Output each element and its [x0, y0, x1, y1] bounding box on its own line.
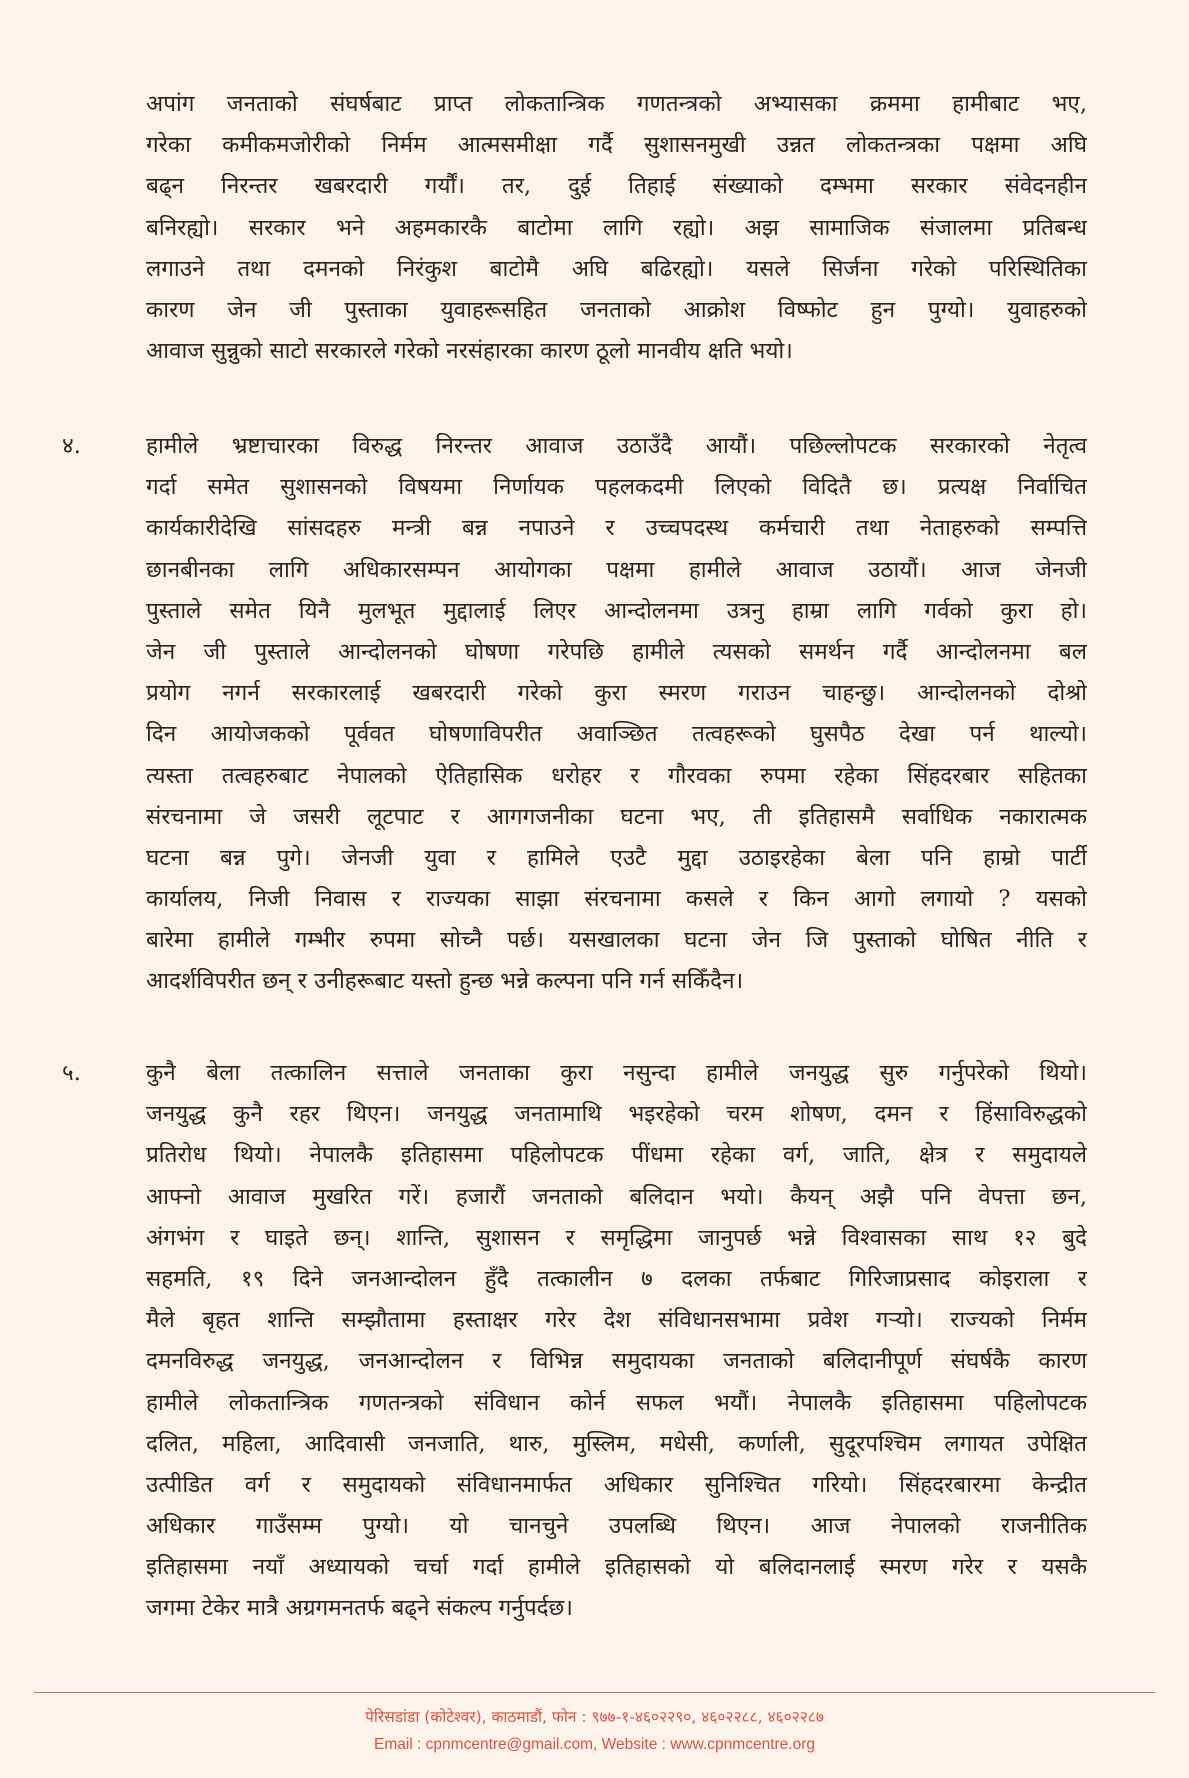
text-line: अपांग जनताको संघर्षबाट प्राप्त लोकतान्त्रिक गणतन्त्रको अभ्यासका क्रममा हामीबाट भए,: [146, 91, 1087, 117]
text-line: हामीले भ्रष्टाचारका विरुद्ध निरन्तर आवाज उठाउँदै आयौं। पछिल्लोपटक सरकारको नेतृत्व: [146, 433, 1087, 459]
text-line: जगमा टेकेर मात्रै अग्रगमनतर्फ बढ्ने संकल्प गर्नुपर्दछ।: [146, 1595, 573, 1622]
text-line: कुनै बेला तत्कालिन सत्ताले जनताका कुरा नसुन्दा हामीले जनयुद्ध सुरु गर्नुपरेको थियो।: [146, 1060, 1087, 1086]
text-line: प्रयोग नगर्न सरकारलाई खबरदारी गरेको कुरा स्मरण गराउन चाहन्छु। आन्दोलनको दोश्रो: [146, 680, 1087, 707]
text-line: आवाज सुन्नुको साटो सरकारले गरेको नरसंहारका कारण ठूलो मानवीय क्षति भयो।: [146, 338, 793, 365]
text-line: आदर्शविपरीत छन् र उनीहरूबाट यस्तो हुन्छ भन्ने कल्पना पनि गर्न सकिँदैन।: [146, 968, 744, 995]
text-line: लगाउने तथा दमनको निरंकुश बाटोमै अघि बढिरह्यो। यसले सिर्जना गरेको परिस्थितिका: [146, 255, 1087, 282]
paragraph-5: [146, 1053, 1087, 1630]
footer-divider: [34, 1692, 1155, 1693]
text-line: कार्यालय, निजी निवास र राज्यका साझा संरचनामा कसले र किन आगो लगायो ? यसको: [146, 886, 1087, 913]
text-line: मैले बृहत शान्ति सम्झौतामा हस्ताक्षर गरेर देश संविधानसभामा प्रवेश गर्‍यो। राज्यको निर्मम: [146, 1307, 1087, 1334]
text-line: हामीले लोकतान्त्रिक गणतन्त्रको संविधान कोर्न सफल भयौं। नेपालकै इतिहासमा पहिलोपटक: [146, 1389, 1087, 1416]
text-line: गर्दा समेत सुशासनको विषयमा निर्णायक पहलकदमी लिएको विदितै छ। प्रत्यक्ष निर्वाचित: [146, 474, 1087, 501]
text-line: जनयुद्ध कुनै रहर थिएन। जनयुद्ध जनतामाथि भइरहेको चरम शोषण, दमन र हिंसाविरुद्धको: [146, 1101, 1087, 1128]
text-line: कारण जेन जी पुस्ताका युवाहरूसहित जनताको आक्रोश विष्फोट हुन पुग्यो। युवाहरुको: [146, 296, 1087, 323]
text-line: सहमति, १९ दिने जनआन्दोलन हुँदै तत्कालीन ७ दलका तर्फबाट गिरिजाप्रसाद कोइराला र: [146, 1265, 1087, 1292]
text-line: घटना बन्न पुगे। जेनजी युवा र हामिले एउटै मुद्दा उठाइरहेका बेला पनि हाम्रो पार्टी: [146, 844, 1087, 871]
footer-contact: Email : cpnmcentre@gmail.com, Website : www.cpnmcentre.org: [374, 1736, 815, 1753]
text-line: गरेका कमीकमजोरीको निर्मम आत्मसमीक्षा गर्दै सुशासनमुखी उन्नत लोकतन्त्रका पक्षमा अघि: [146, 132, 1087, 159]
text-line: दिन आयोजकको पूर्ववत घोषणाविपरीत अवाञ्छित तत्वहरूको घुसपैठ देखा पर्न थाल्यो।: [146, 721, 1087, 748]
text-line: उत्पीडित वर्ग र समुदायको संविधानमार्फत अधिकार सुनिश्चित गरियो। सिंहदरबारमा केन्द्रीत: [146, 1471, 1087, 1498]
text-line: त्यस्ता तत्वहरुबाट नेपालको ऐतिहासिक धरोहर र गौरवका रुपमा रहेका सिंहदरबार सहितका: [146, 762, 1087, 789]
text-line: दलित, महिला, आदिवासी जनजाति, थारु, मुस्लिम, मधेसी, कर्णाली, सुदूरपश्चिम लगायत उपेक्षित: [146, 1430, 1087, 1457]
text-line: बढ्न निरन्तर खबरदारी गर्यौं। तर, दुई तिहाई संख्याको दम्भमा सरकार संवेदनहीन: [146, 173, 1087, 200]
text-line: अधिकार गाउँसम्म पुग्यो। यो चानचुने उपलब्धि थिएन। आज नेपालको राजनीतिक: [146, 1513, 1087, 1540]
text-line: दमनविरुद्ध जनयुद्ध, जनआन्दोलन र विभिन्न समुदायका जनताको बलिदानीपूर्ण संघर्षकै कारण: [146, 1348, 1087, 1375]
text-line: बारेमा हामीले गम्भीर रुपमा सोच्नै पर्छ। यसखालका घटना जेन जि पुस्ताको घोषित नीति र: [146, 927, 1087, 954]
paragraph-number: ५.: [62, 1060, 81, 1086]
text-line: प्रतिरोध थियो। नेपालकै इतिहासमा पहिलोपटक पींधमा रहेका वर्ग, जाति, क्षेत्र र समुदायले: [146, 1142, 1087, 1169]
text-line: आफ्नो आवाज मुखरित गरें। हजारौं जनताको बलिदान भयो। कैयन् अझै पनि वेपत्ता छन,: [146, 1183, 1087, 1210]
text-line: इतिहासमा नयाँ अध्यायको चर्चा गर्दा हामीले इतिहासको यो बलिदानलाई स्मरण गरेर र यसकै: [146, 1554, 1087, 1581]
paragraph-4: [146, 426, 1087, 1003]
text-line: जेन जी पुस्ताले आन्दोलनको घोषणा गरेपछि हामीले त्यसको समर्थन गर्दै आन्दोलनमा बल: [146, 638, 1087, 665]
text-line: छानबीनका लागि अधिकारसम्पन आयोगका पक्षमा हामीले आवाज उठायौं। आज जेनजी: [146, 556, 1087, 583]
text-line: पुस्ताले समेत यिनै मुलभूत मुद्दालाई लिएर आन्दोलनमा उत्रनु हाम्रा लागि गर्वको कुरा हो।: [146, 597, 1087, 624]
text-line: अंगभंग र घाइते छन्। शान्ति, सुशासन र समृद्धिमा जानुपर्छ भन्ने विश्वासका साथ १२ बुदे: [146, 1224, 1087, 1251]
footer-address: पेरिसडांडा (कोटेश्वर), काठमाडौं, फोन : ९७७-१-४६०२२९०, ४६०२२८८, ४६०२२८७: [365, 1708, 824, 1726]
text-line: बनिरह्यो। सरकार भने अहमकारकै बाटोमा लागि रह्यो। अझ सामाजिक संजालमा प्रतिबन्ध: [146, 214, 1087, 241]
paragraph-intro: [146, 84, 1087, 372]
text-line: कार्यकारीदेखि सांसदहरु मन्त्री बन्न नपाउने र उच्चपदस्थ कर्मचारी तथा नेताहरुको सम्पत्ति: [146, 515, 1087, 542]
paragraph-number: ४.: [62, 433, 81, 459]
text-line: संरचनामा जे जसरी लूटपाट र आगगजनीका घटना भए, ती इतिहासमै सर्वाधिक नकारात्मक: [146, 803, 1087, 830]
